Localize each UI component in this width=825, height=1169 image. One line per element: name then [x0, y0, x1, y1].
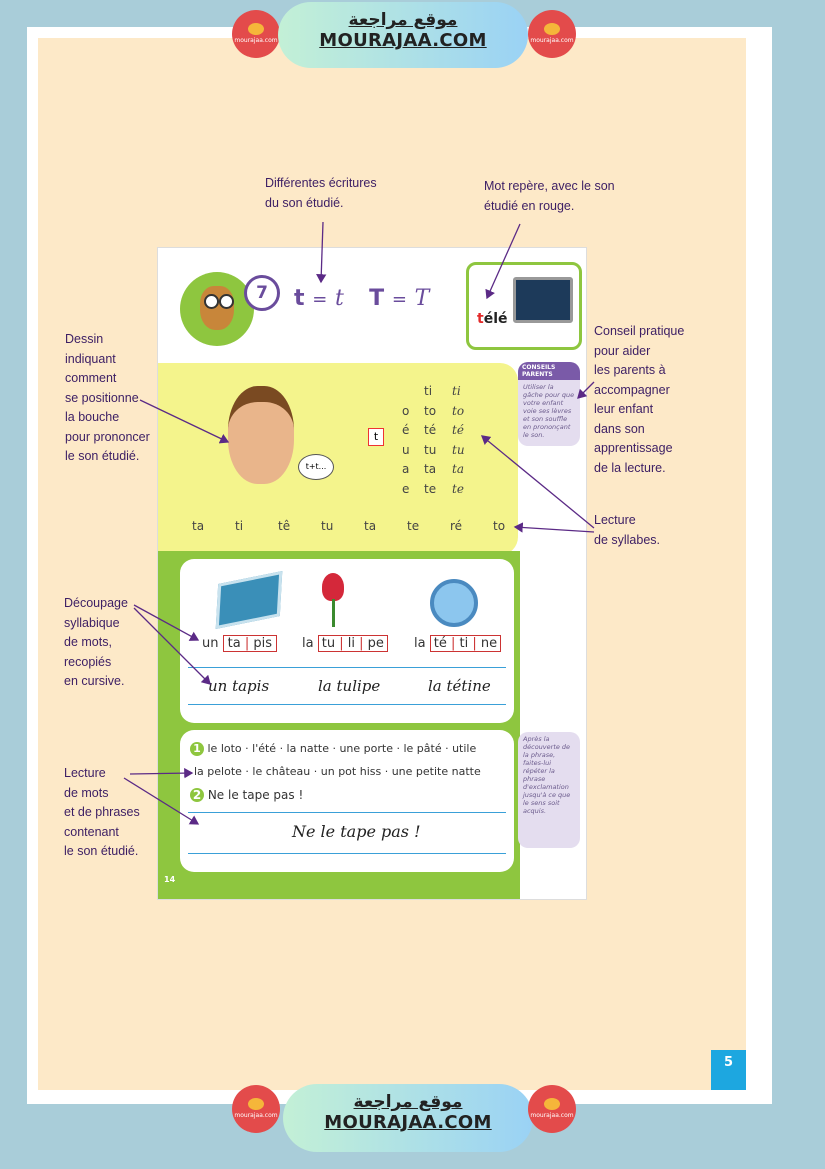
syllable-grid-row: é té té [402, 423, 464, 437]
annotation-conseil: Conseil pratique pour aider les parents à accompagner leur enfant dans son apprentissage de la lecture. [594, 324, 685, 475]
site-arabic-title: موقع مراجعة [348, 10, 458, 30]
tulip-stem [332, 599, 335, 627]
owl-illustration [180, 272, 254, 346]
word-1-syllables: un ta | pis [202, 636, 277, 651]
exercise-1-line-2: la pelote · le château · un pot hiss · une petite natte [194, 765, 481, 778]
book-page-number: 14 [164, 875, 176, 884]
site-arabic-title-bottom: موقع مراجعة [353, 1092, 463, 1112]
syllable-row: ta ti tê tu ta te ré to [192, 519, 506, 533]
speech-bubble: t+t... [298, 454, 334, 480]
page-number: 5 [711, 1050, 746, 1090]
cursive-sentence: Ne le tape pas ! [292, 822, 421, 841]
site-logo-left: mourajaa.com [232, 10, 280, 58]
cursive-word-2: la tulipe [318, 677, 381, 695]
site-badge-bottom[interactable] [283, 1084, 533, 1152]
site-logo-right: mourajaa.com [528, 10, 576, 58]
sentences-panel [180, 730, 514, 872]
annotation-ecritures: Différentes écritures du son étudié. [265, 176, 377, 210]
pacifier-icon [430, 579, 478, 627]
cursive-word-3: la tétine [428, 677, 491, 695]
syllable-grid-row: o to to [402, 403, 465, 418]
lesson-number-badge: 7 [244, 275, 280, 311]
exercise-1: 1 le loto · l'été · la natte · une porte · le pâté · utile [190, 742, 476, 756]
reference-word-card [466, 262, 582, 350]
site-logo-bottom-left: mourajaa.com [232, 1085, 280, 1133]
word-2-syllables: la tu | li | pe [302, 636, 388, 651]
exercise-2: 2 Ne le tape pas ! [190, 788, 303, 802]
annotation-mot-repere: Mot repère, avec le son étudié en rouge. [484, 179, 615, 213]
site-badge-top[interactable] [278, 2, 528, 68]
book-icon [216, 571, 283, 629]
annotation-lecture-syllabes: Lecture de syllabes. [594, 513, 661, 547]
annotation-dessin: Dessin indiquant comment se positionne la bouche pour prononcer le son étudié. [65, 332, 150, 463]
annotation-decoupage: Découpage syllabique de mots, recopiés en cursive. [64, 596, 128, 688]
tulip-icon [322, 573, 344, 601]
reference-word: télé [477, 311, 508, 327]
boy-face-illustration [228, 386, 294, 484]
television-icon [513, 277, 573, 323]
center-letter-box: t [368, 428, 384, 446]
letter-forms: t = t T = T [294, 286, 430, 311]
textbook-page [157, 247, 587, 900]
syllable-grid-row: u tu tu [402, 442, 465, 457]
syllable-grid-row: e te te [402, 481, 464, 496]
cursive-word-1: un tapis [208, 677, 270, 695]
parent-tip-box: CONSEILS PARENTS Utiliser la gâche pour que votre enfant voie ses lèvres et son souffle en prononçant le son. [518, 362, 580, 446]
word-3-syllables: la té | ti | ne [414, 636, 501, 651]
parent-tip-box-2: Après la découverte de la phrase, faites-lui répéter la phrase d'exclamation jusqu'à ce que le sens soit acquis. [518, 732, 580, 848]
site-logo-bottom-right: mourajaa.com [528, 1085, 576, 1133]
site-link: MOURAJAA.COM [319, 30, 487, 51]
syllable-grid-row: ti ti [424, 384, 461, 398]
annotation-lecture-mots: Lecture de mots et de phrases contenant le son étudié. [64, 766, 140, 858]
syllable-grid-row: a ta ta [402, 462, 464, 476]
syllable-grid [402, 382, 465, 499]
site-link-bottom: MOURAJAA.COM [324, 1112, 492, 1133]
words-panel [180, 559, 514, 723]
